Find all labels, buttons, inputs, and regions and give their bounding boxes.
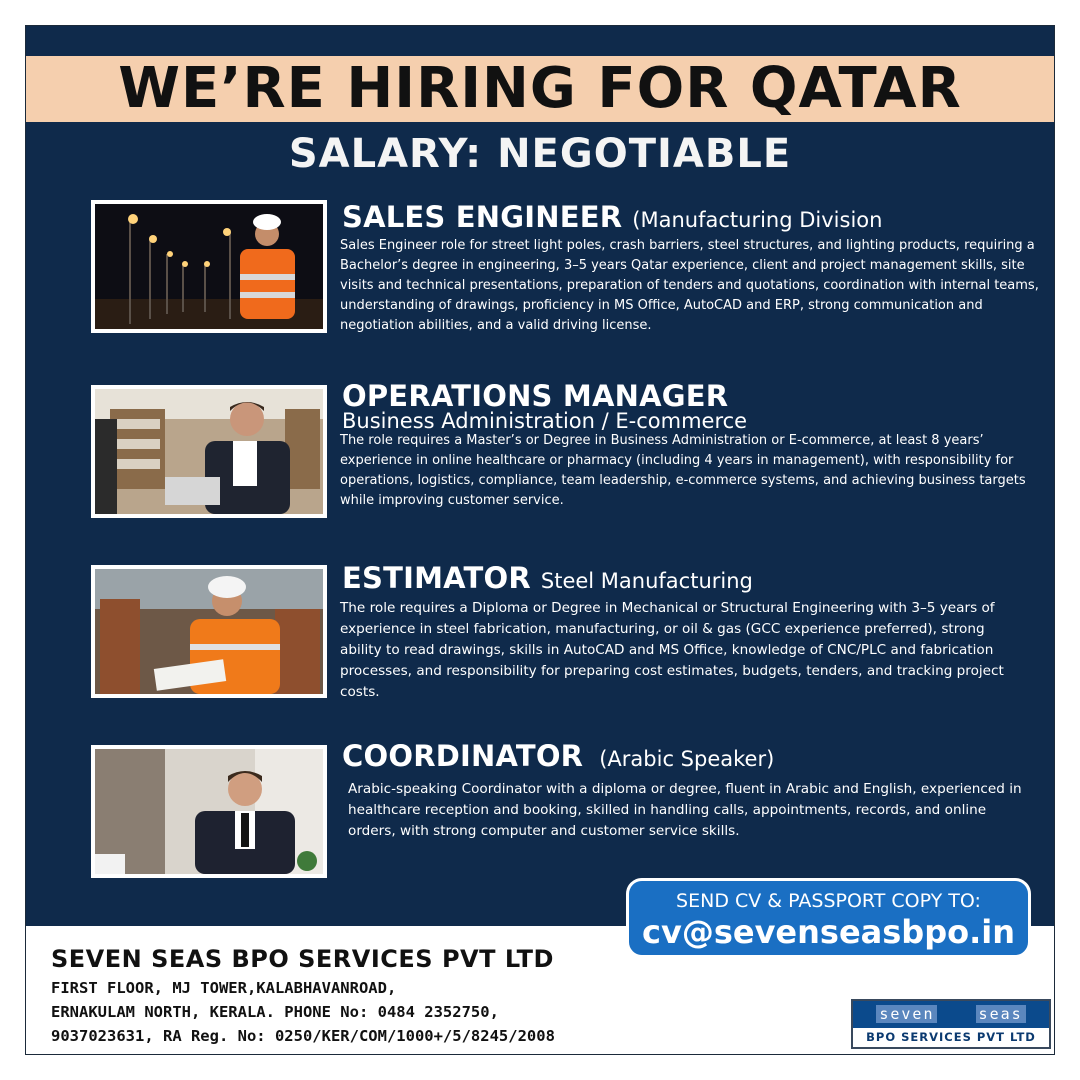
job-title: SALES ENGINEER: [342, 200, 623, 234]
job-description: The role requires a Master’s or Degree in Business Administration or E-commerce, at least 8 years’ experience in online healthcare or pharmacy (including 4 years in management), with responsibility for operations, logistics, compliance, team leadership, e-commerce systems, and achieving business targets while improving customer service.: [340, 433, 1026, 508]
send-cv-box: [626, 878, 1031, 958]
address-line: ERNAKULAM NORTH, KERALA. PHONE No: 0484 2352750,: [51, 1003, 499, 1021]
job-heading: [342, 200, 882, 234]
estimator-factory-photo: [91, 565, 327, 698]
send-cv-label: SEND CV & PASSPORT COPY TO:: [676, 890, 981, 912]
navy-panel: [26, 26, 1054, 926]
coordinator-reception-photo: [91, 745, 327, 878]
address-line: FIRST FLOOR, MJ TOWER,KALABHAVANROAD,: [51, 979, 397, 997]
job-subtitle: Steel Manufacturing: [540, 569, 753, 593]
logo-tagline: BPO SERVICES PVT LTD: [853, 1028, 1049, 1047]
job-subtitle: (Arabic Speaker): [599, 747, 775, 771]
salary-text: SALARY: NEGOTIABLE: [288, 131, 792, 177]
job-description: Sales Engineer role for street light poles, crash barriers, steel structures, and lighting products, requiring a Bachelor’s degree in engineering, 3–5 years Qatar experience, client and project management skills, site visits and technical presentations, preparation of tenders and quotations, coordination with internal teams, understanding of drawings, proficiency in MS Office, AutoCAD and ERP, strong communication and negotiation abilities, and a valid driving license.: [340, 238, 1039, 333]
job-subtitle: (Manufacturing Division: [632, 208, 883, 232]
hiring-banner: [26, 56, 1054, 122]
address-line: 9037023631, RA Reg. No: 0250/KER/COM/1000+/5/8245/2008: [51, 1027, 555, 1045]
job-title: COORDINATOR: [342, 739, 584, 773]
job-title: OPERATIONS MANAGER: [342, 379, 729, 413]
company-name: SEVEN SEAS BPO SERVICES PVT LTD: [51, 945, 554, 973]
manager-laptop-photo: [91, 385, 327, 518]
hiring-poster: [25, 25, 1055, 1055]
job-heading: [342, 561, 753, 595]
hiring-title: WE’RE HIRING FOR QATAR: [118, 56, 962, 121]
logo-word-seven: seven: [876, 1005, 937, 1023]
job-description: The role requires a Diploma or Degree in Mechanical or Structural Engineering with 3–5 years of experience in steel fabrication, manufacturing, or oil & gas (GCC experience preferred), strong ability to read drawings, skills in AutoCAD and MS Office, knowledge of CNC/PLC and fabrication processes, and responsibility for preparing cost estimates, budgets, tenders, and tracking project costs.: [340, 600, 1004, 700]
seven-seas-logo: [851, 999, 1051, 1049]
logo-word-seas: seas: [976, 1005, 1026, 1023]
job-heading: [342, 739, 774, 773]
job-description: Arabic-speaking Coordinator with a diploma or degree, fluent in Arabic and English, experienced in healthcare reception and booking, skilled in handling calls, appointments, records, and online orders, with strong computer and customer service skills.: [348, 781, 1022, 839]
email-address-link[interactable]: cv@sevenseasbpo.in: [641, 913, 1015, 951]
logo-words: [853, 1005, 1049, 1023]
engineer-street-lights-photo: [91, 200, 327, 333]
job-subtitle: Business Administration / E-commerce: [342, 409, 748, 433]
company-address: [51, 976, 555, 1048]
job-heading: [342, 379, 728, 413]
job-title: ESTIMATOR: [342, 561, 531, 595]
